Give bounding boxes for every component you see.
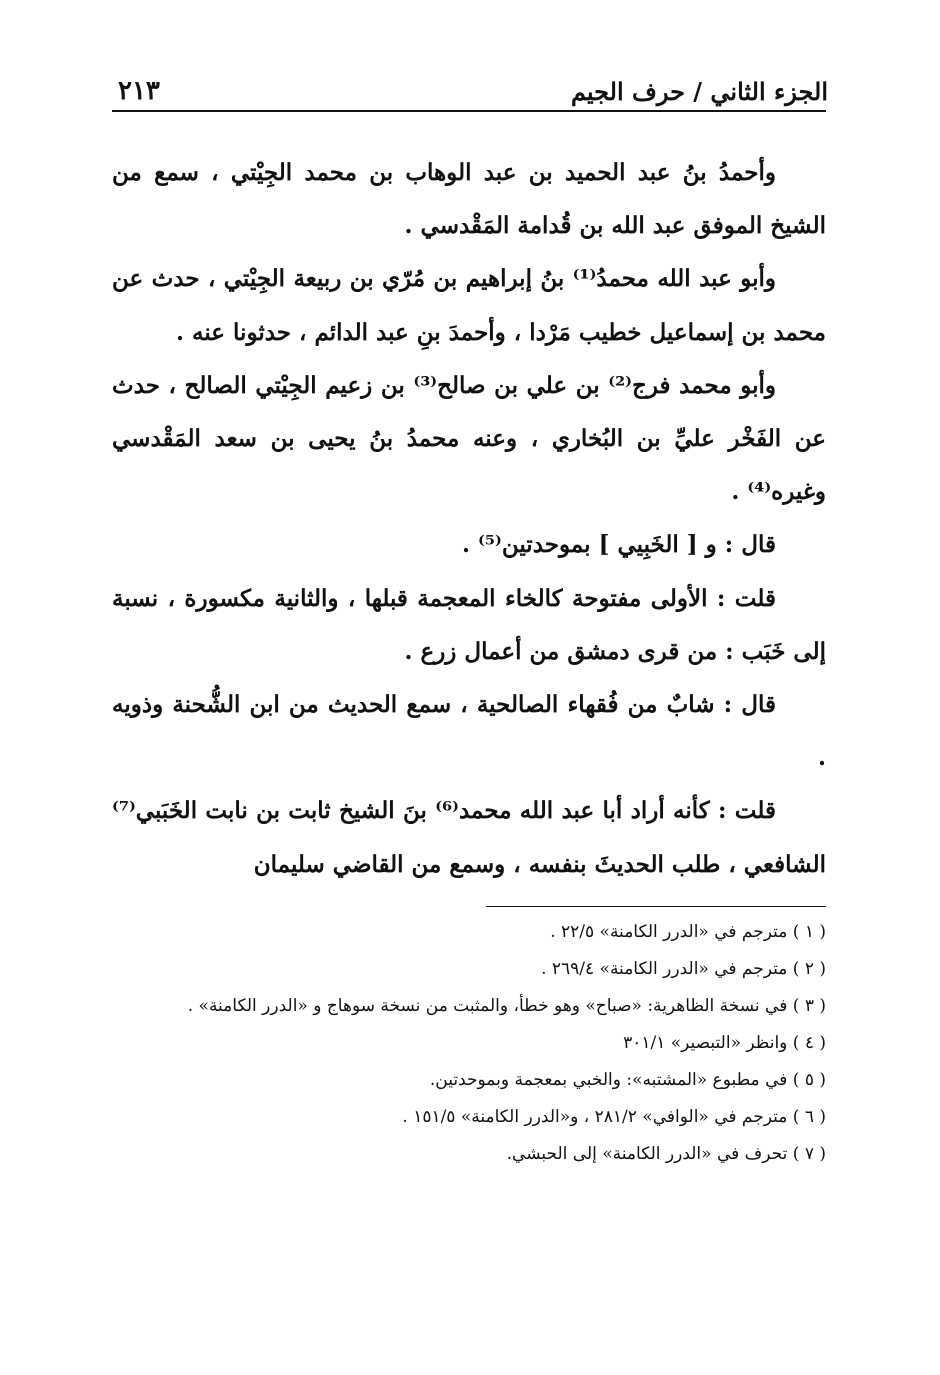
paragraph: قال : شابٌ من فُقهاء الصالحية ، سمع الحديث من ابن الشُّحنة وذويه . xyxy=(112,691,826,772)
footnote: ( ٣ ) في نسخة الظاهرية: «صباح» وهو خطأ، والمثبت من نسخة سوهاج و «الدرر الكامنة» . xyxy=(187,996,826,1016)
header-rule xyxy=(112,110,826,112)
paragraph: قال : و [ الخَبِيي ] بموحدتين⁽⁵⁾ . xyxy=(462,531,776,559)
paragraph: وأبو محمد فرج⁽²⁾ بن علي بن صالح⁽³⁾ بن زعيم الجِيْتي الصالح ، حدث عن الفَخْر عليِّ بن البُخاري ، وعنه محمدُ بنُ يحيى بن سعد المَقْدسي وغيره⁽⁴⁾ . xyxy=(112,371,826,506)
main-text xyxy=(112,146,826,891)
footnote: ( ٦ ) مترجم في «الوافي» ٢٨١/٢ ، و«الدرر الكامنة» ١٥١/٥ . xyxy=(402,1107,826,1127)
footnote: ( ٤ ) وانظر «التبصير» ٣٠١/١ xyxy=(623,1033,826,1053)
page-number: ٢١٣ xyxy=(118,76,160,106)
footnotes xyxy=(112,914,826,1173)
paragraph: قلت : كأنه أراد أبا عبد الله محمد⁽⁶⁾ بنَ الشيخ ثابت بن نابت الخَبَبي⁽⁷⁾ الشافعي ، طلب الحديثَ بنفسه ، وسمع من القاضي سليمان xyxy=(112,797,826,878)
footnote: ( ٢ ) مترجم في «الدرر الكامنة» ٢٦٩/٤ . xyxy=(541,959,826,979)
paragraph: وأحمدُ بنُ عبد الحميد بن عبد الوهاب بن محمد الجِيْتي ، سمع من الشيخ الموفق عبد الله بن قُدامة المَقْدسي . xyxy=(112,159,826,240)
paragraph: وأبو عبد الله محمدُ⁽¹⁾ بنُ إبراهيم بن مُرّي بن ربيعة الجِيْتي ، حدث عن محمد بن إسماعيل خطيب مَرْدا ، وأحمدَ بنِ عبد الدائم ، حدثونا عنه . xyxy=(112,265,826,346)
running-title: الجزء الثاني / حرف الجيم xyxy=(570,77,828,106)
paragraph: قلت : الأولى مفتوحة كالخاء المعجمة قبلها ، والثانية مكسورة ، نسبة إلى خَبَب : من قرى دمشق من أعمال زرع . xyxy=(112,584,826,665)
footnote: ( ٥ ) في مطبوع «المشتبه»: والخبي بمعجمة وبموحدتين. xyxy=(429,1070,826,1090)
footnote: ( ١ ) مترجم في «الدرر الكامنة» ٢٢/٥ . xyxy=(550,922,826,942)
footnote: ( ٧ ) تحرف في «الدرر الكامنة» إلى الحبشي. xyxy=(506,1144,826,1164)
footnote-separator xyxy=(486,906,826,907)
page-header xyxy=(118,62,828,106)
